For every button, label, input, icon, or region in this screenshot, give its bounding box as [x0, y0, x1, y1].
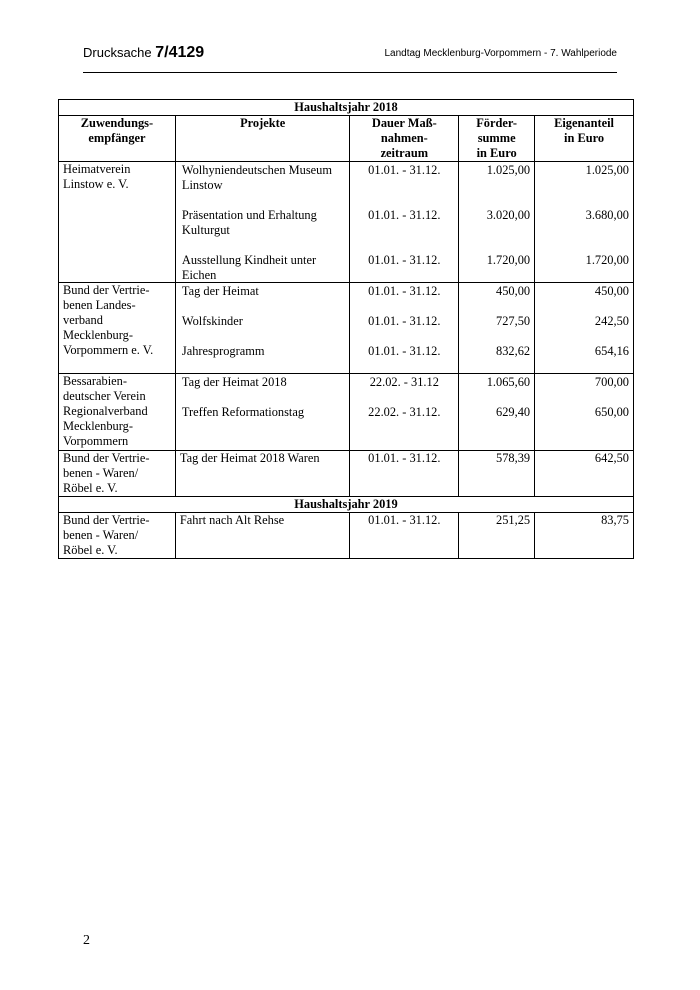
funding-cell: 450,00 727,50 832,62 [459, 283, 535, 374]
table-row [59, 283, 634, 374]
duration-cell: 01.01. - 31.12. [350, 451, 459, 497]
duration-cell: 22.02. - 31.12 22.02. - 31.12. [350, 374, 459, 451]
projects-cell: Tag der Heimat 2018 Treffen Reformationstag [175, 374, 350, 451]
funding-cell: 578,39 [459, 451, 535, 497]
own-share-cell: 700,00 650,00 [535, 374, 634, 451]
col-funding: Förder- summe in Euro [459, 116, 535, 162]
projects-cell: Tag der Heimat Wolfskinder Jahresprogramm [175, 283, 350, 374]
duration-cell: 01.01. - 31.12. 01.01. - 31.12. 01.01. - 31.12. [350, 283, 459, 374]
funding-cell: 1.065,60 629,40 [459, 374, 535, 451]
recipient-cell: Heimatverein Linstow e. V. [59, 162, 176, 283]
duration-cell: 01.01. - 31.12. 01.01. - 31.12. 01.01. - 31.12. [350, 162, 459, 283]
projects-cell: Wolhyniendeutschen Museum Linstow Präsentation und Erhaltung Kulturgut Ausstellung Kindheit unter Eichen [175, 162, 350, 283]
projects-cell: Tag der Heimat 2018 Waren [175, 451, 350, 497]
table-row [59, 513, 634, 559]
funding-cell: 251,25 [459, 513, 535, 559]
own-share-cell: 1.025,00 3.680,00 1.720,00 [535, 162, 634, 283]
year-heading-2019: Haushaltsjahr 2019 [59, 497, 634, 513]
col-own-share: Eigenanteil in Euro [535, 116, 634, 162]
table-row [59, 451, 634, 497]
duration-cell: 01.01. - 31.12. [350, 513, 459, 559]
projects-cell: Fahrt nach Alt Rehse [175, 513, 350, 559]
col-projects: Projekte [175, 116, 350, 162]
page-number: 2 [83, 933, 90, 948]
year-heading-2018: Haushaltsjahr 2018 [59, 100, 634, 116]
document-label: Drucksache [83, 45, 152, 60]
own-share-cell: 450,00 242,50 654,16 [535, 283, 634, 374]
recipient-cell: Bessarabien- deutscher Verein Regionalverband Mecklenburg- Vorpommern [59, 374, 176, 451]
own-share-cell: 83,75 [535, 513, 634, 559]
table-row [59, 374, 634, 451]
recipient-cell: Bund der Vertrie- benen - Waren/ Röbel e. V. [59, 451, 176, 497]
column-header-row [59, 116, 634, 162]
document-id [83, 44, 204, 62]
table-row [59, 162, 634, 283]
recipient-cell: Bund der Vertrie- benen - Waren/ Röbel e. V. [59, 513, 176, 559]
funding-cell: 1.025,00 3.020,00 1.720,00 [459, 162, 535, 283]
page-header [83, 44, 617, 73]
funding-table [58, 99, 634, 559]
parliament-label: Landtag Mecklenburg-Vorpommern - 7. Wahlperiode [384, 48, 617, 59]
document-number: 7/4129 [155, 44, 205, 61]
col-duration: Dauer Maß- nahmen- zeitraum [350, 116, 459, 162]
recipient-cell: Bund der Vertrie- benen Landes- verband Mecklenburg- Vorpommern e. V. [59, 283, 176, 374]
own-share-cell: 642,50 [535, 451, 634, 497]
col-recipient: Zuwendungs- empfänger [59, 116, 176, 162]
